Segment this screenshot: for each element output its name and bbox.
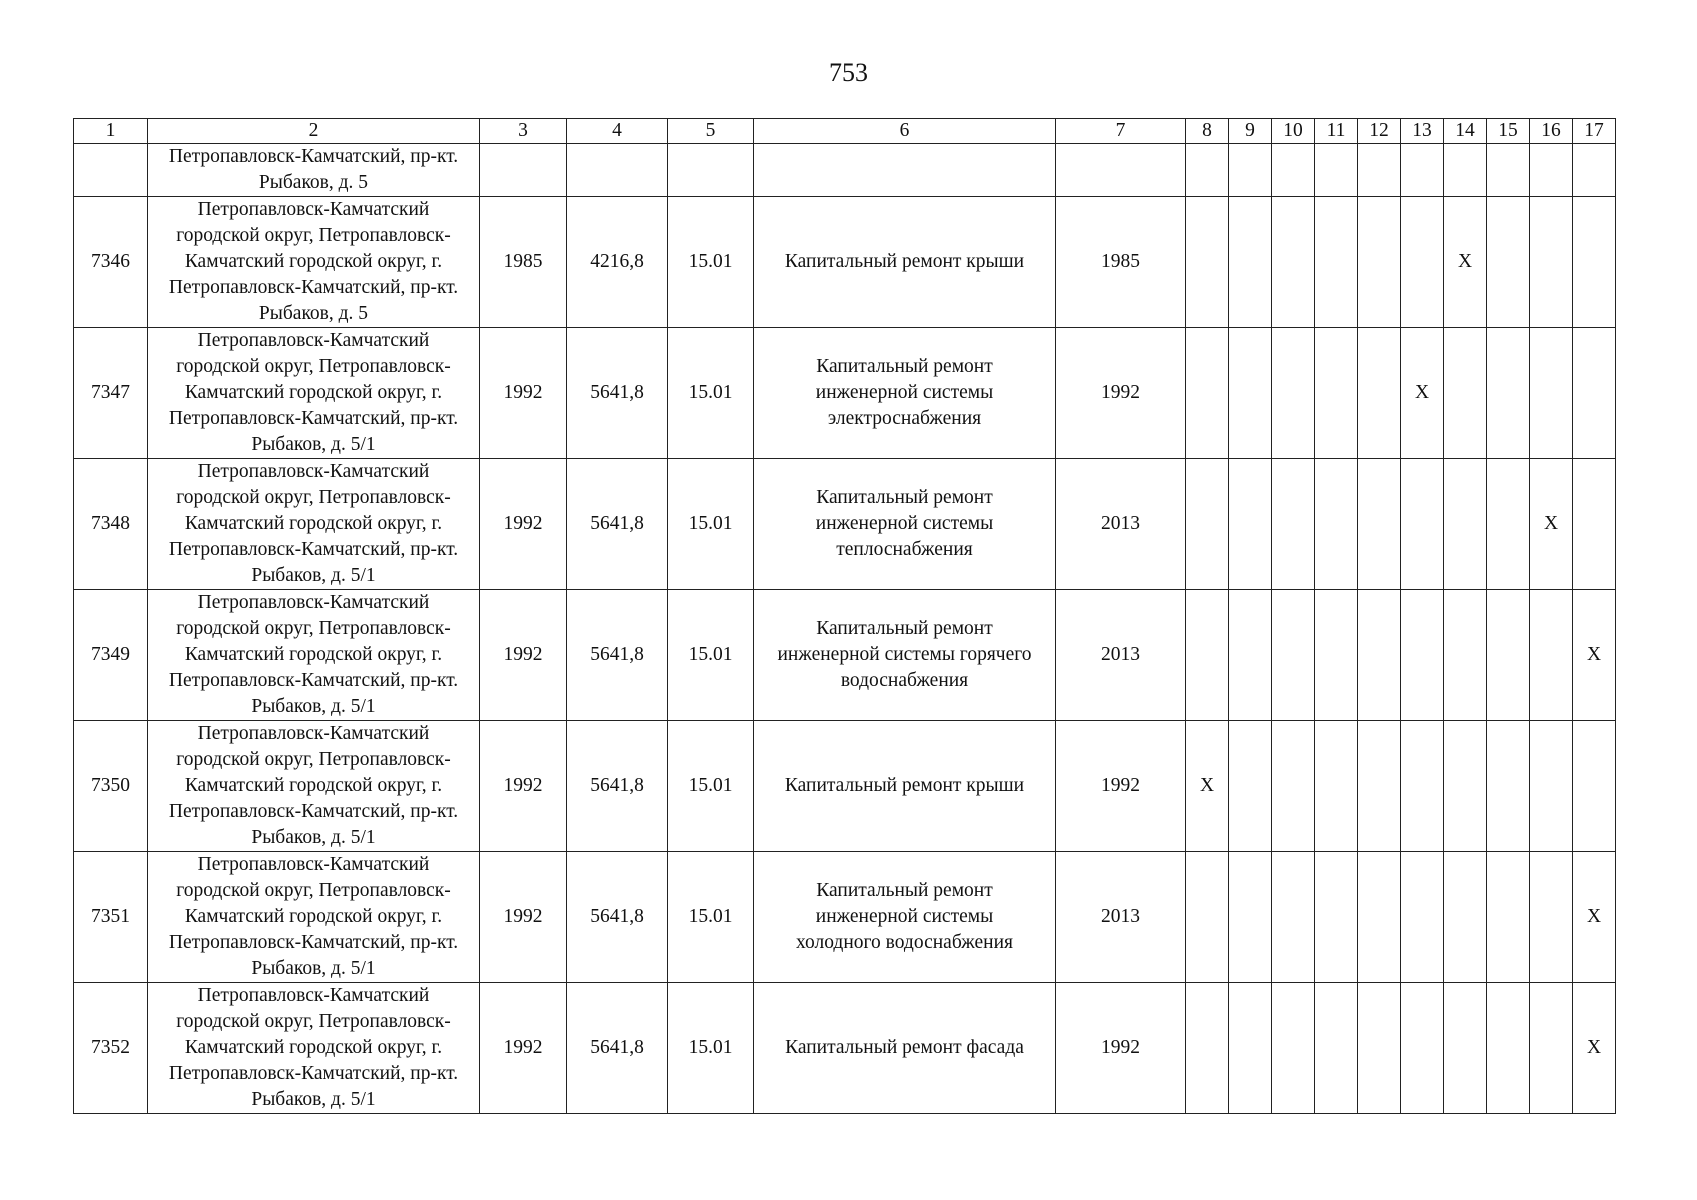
column-header: 4 [567,119,668,144]
cell-work-type: Капитальный ремонт крыши [754,721,1056,852]
cell-mark-col15 [1487,590,1530,721]
cell-code: 15.01 [668,328,754,459]
table-row [74,721,1616,852]
cell-mark-col10 [1272,852,1315,983]
cell-empty [1186,144,1229,197]
column-header: 7 [1056,119,1186,144]
cell-mark-col10 [1272,328,1315,459]
cell-mark-col9 [1229,590,1272,721]
cell-address: Петропавловск-Камчатский городской округ, Петропавловск- Камчатский городской округ, г. Петропавловск-Камчатский, пр-кт. Рыбаков, д. 5/1 [148,459,480,590]
cell-mark-col13: X [1401,328,1444,459]
cell-mark-col14 [1444,328,1487,459]
cell-num: 7350 [74,721,148,852]
cell-empty [1401,144,1444,197]
cell-mark-col16 [1530,983,1573,1114]
cell-work-type: Капитальный ремонт фасада [754,983,1056,1114]
cell-mark-col11 [1315,590,1358,721]
cell-mark-col15 [1487,328,1530,459]
cell-empty [1315,144,1358,197]
cell-mark-col10 [1272,459,1315,590]
cell-mark-col17: X [1573,852,1616,983]
cell-mark-col12 [1358,983,1401,1114]
cell-area: 5641,8 [567,721,668,852]
table-row [74,459,1616,590]
cell-mark-col10 [1272,197,1315,328]
cell-code: 15.01 [668,852,754,983]
column-header: 11 [1315,119,1358,144]
cell-code: 15.01 [668,590,754,721]
cell-num: 7352 [74,983,148,1114]
cell-mark-col11 [1315,983,1358,1114]
column-header: 5 [668,119,754,144]
cell-mark-col15 [1487,459,1530,590]
cell-mark-col15 [1487,852,1530,983]
cell-year: 1992 [480,328,567,459]
cell-address: Петропавловск-Камчатский городской округ, Петропавловск- Камчатский городской округ, г. Петропавловск-Камчатский, пр-кт. Рыбаков, д. 5/1 [148,983,480,1114]
cell-empty [1229,144,1272,197]
cell-num: 7348 [74,459,148,590]
cell-area: 4216,8 [567,197,668,328]
cell-address: Петропавловск-Камчатский городской округ, Петропавловск- Камчатский городской округ, г. Петропавловск-Камчатский, пр-кт. Рыбаков, д. 5/1 [148,852,480,983]
cell-mark-col14 [1444,852,1487,983]
cell-num: 7351 [74,852,148,983]
cell-empty [1056,144,1186,197]
column-header: 13 [1401,119,1444,144]
cell-year: 1992 [480,852,567,983]
cell-mark-col9 [1229,852,1272,983]
cell-year: 1992 [480,983,567,1114]
cell-mark-col14 [1444,590,1487,721]
cell-empty [1358,144,1401,197]
cell-address: Петропавловск-Камчатский городской округ, Петропавловск- Камчатский городской округ, г. Петропавловск-Камчатский, пр-кт. Рыбаков, д. 5/1 [148,590,480,721]
cell-mark-col11 [1315,852,1358,983]
column-header: 14 [1444,119,1487,144]
cell-num: 7349 [74,590,148,721]
cell-mark-col11 [1315,328,1358,459]
cell-work-type: Капитальный ремонт инженерной системы электроснабжения [754,328,1056,459]
cell-mark-col12 [1358,721,1401,852]
continuation-row [74,144,1616,197]
cell-year-col7: 1992 [1056,328,1186,459]
cell-mark-col13 [1401,983,1444,1114]
column-header: 3 [480,119,567,144]
cell-year: 1992 [480,459,567,590]
cell-mark-col14 [1444,983,1487,1114]
cell-address: Петропавловск-Камчатский городской округ, Петропавловск- Камчатский городской округ, г. Петропавловск-Камчатский, пр-кт. Рыбаков, д. 5/1 [148,328,480,459]
cell-mark-col16 [1530,590,1573,721]
cell-code: 15.01 [668,459,754,590]
column-header: 1 [74,119,148,144]
cell-mark-col15 [1487,983,1530,1114]
cell-mark-col8 [1186,459,1229,590]
column-header: 9 [1229,119,1272,144]
column-header: 6 [754,119,1056,144]
cell-mark-col12 [1358,197,1401,328]
cell-mark-col14: X [1444,197,1487,328]
cell-mark-col8 [1186,197,1229,328]
table-row [74,590,1616,721]
cell-year-col7: 1992 [1056,983,1186,1114]
cell-mark-col9 [1229,197,1272,328]
cell-year: 1992 [480,590,567,721]
table-row [74,983,1616,1114]
cell-code: 15.01 [668,983,754,1114]
cell-work-type: Капитальный ремонт инженерной системы горячего водоснабжения [754,590,1056,721]
cell-mark-col14 [1444,459,1487,590]
cell-mark-col16 [1530,328,1573,459]
cell-num: 7347 [74,328,148,459]
cell-area: 5641,8 [567,983,668,1114]
cell-area: 5641,8 [567,459,668,590]
cell-empty [480,144,567,197]
cell-mark-col15 [1487,197,1530,328]
column-header: 17 [1573,119,1616,144]
cell-mark-col9 [1229,983,1272,1114]
table-body [74,144,1616,1114]
cell-mark-col10 [1272,983,1315,1114]
cell-mark-col17: X [1573,590,1616,721]
cell-mark-col13 [1401,590,1444,721]
column-header: 15 [1487,119,1530,144]
cell-address: Петропавловск-Камчатский городской округ, Петропавловск- Камчатский городской округ, г. Петропавловск-Камчатский, пр-кт. Рыбаков, д. 5/1 [148,721,480,852]
table-row [74,197,1616,328]
cell-mark-col11 [1315,459,1358,590]
cell-address: Петропавловск-Камчатский городской округ, Петропавловск- Камчатский городской округ, г. Петропавловск-Камчатский, пр-кт. Рыбаков, д. 5 [148,197,480,328]
cell-empty [1487,144,1530,197]
cell-num [74,144,148,197]
cell-mark-col17 [1573,197,1616,328]
cell-work-type: Капитальный ремонт инженерной системы теплоснабжения [754,459,1056,590]
cell-mark-col10 [1272,721,1315,852]
cell-empty [668,144,754,197]
repair-registry-table [73,118,1616,1114]
cell-address: Петропавловск-Камчатский, пр-кт. Рыбаков, д. 5 [148,144,480,197]
cell-mark-col9 [1229,459,1272,590]
cell-mark-col8: X [1186,721,1229,852]
cell-mark-col8 [1186,328,1229,459]
cell-empty [567,144,668,197]
cell-year-col7: 2013 [1056,590,1186,721]
cell-code: 15.01 [668,721,754,852]
cell-mark-col8 [1186,852,1229,983]
table-row [74,328,1616,459]
header-row [74,119,1616,144]
cell-mark-col16 [1530,721,1573,852]
cell-mark-col12 [1358,459,1401,590]
cell-empty [1530,144,1573,197]
column-header: 10 [1272,119,1315,144]
cell-empty [1573,144,1616,197]
table-row [74,852,1616,983]
cell-area: 5641,8 [567,852,668,983]
cell-mark-col12 [1358,328,1401,459]
cell-num: 7346 [74,197,148,328]
cell-mark-col13 [1401,459,1444,590]
cell-mark-col12 [1358,852,1401,983]
cell-mark-col13 [1401,197,1444,328]
column-header: 2 [148,119,480,144]
column-header: 12 [1358,119,1401,144]
cell-mark-col17: X [1573,983,1616,1114]
cell-mark-col14 [1444,721,1487,852]
cell-year: 1985 [480,197,567,328]
cell-mark-col9 [1229,721,1272,852]
cell-mark-col15 [1487,721,1530,852]
cell-year-col7: 2013 [1056,852,1186,983]
cell-mark-col16 [1530,197,1573,328]
cell-mark-col16: X [1530,459,1573,590]
cell-empty [754,144,1056,197]
cell-year: 1992 [480,721,567,852]
cell-mark-col8 [1186,983,1229,1114]
cell-mark-col17 [1573,459,1616,590]
cell-code: 15.01 [668,197,754,328]
cell-empty [1272,144,1315,197]
cell-mark-col9 [1229,328,1272,459]
cell-mark-col11 [1315,197,1358,328]
cell-mark-col17 [1573,721,1616,852]
column-header: 8 [1186,119,1229,144]
cell-area: 5641,8 [567,590,668,721]
cell-mark-col16 [1530,852,1573,983]
cell-mark-col10 [1272,590,1315,721]
cell-mark-col13 [1401,852,1444,983]
cell-work-type: Капитальный ремонт крыши [754,197,1056,328]
cell-year-col7: 1985 [1056,197,1186,328]
cell-mark-col8 [1186,590,1229,721]
cell-year-col7: 2013 [1056,459,1186,590]
cell-empty [1444,144,1487,197]
cell-mark-col13 [1401,721,1444,852]
cell-mark-col17 [1573,328,1616,459]
cell-mark-col12 [1358,590,1401,721]
page-number: 753 [829,58,868,87]
cell-mark-col11 [1315,721,1358,852]
cell-year-col7: 1992 [1056,721,1186,852]
cell-work-type: Капитальный ремонт инженерной системы холодного водоснабжения [754,852,1056,983]
cell-area: 5641,8 [567,328,668,459]
table-header [74,119,1616,144]
column-header: 16 [1530,119,1573,144]
